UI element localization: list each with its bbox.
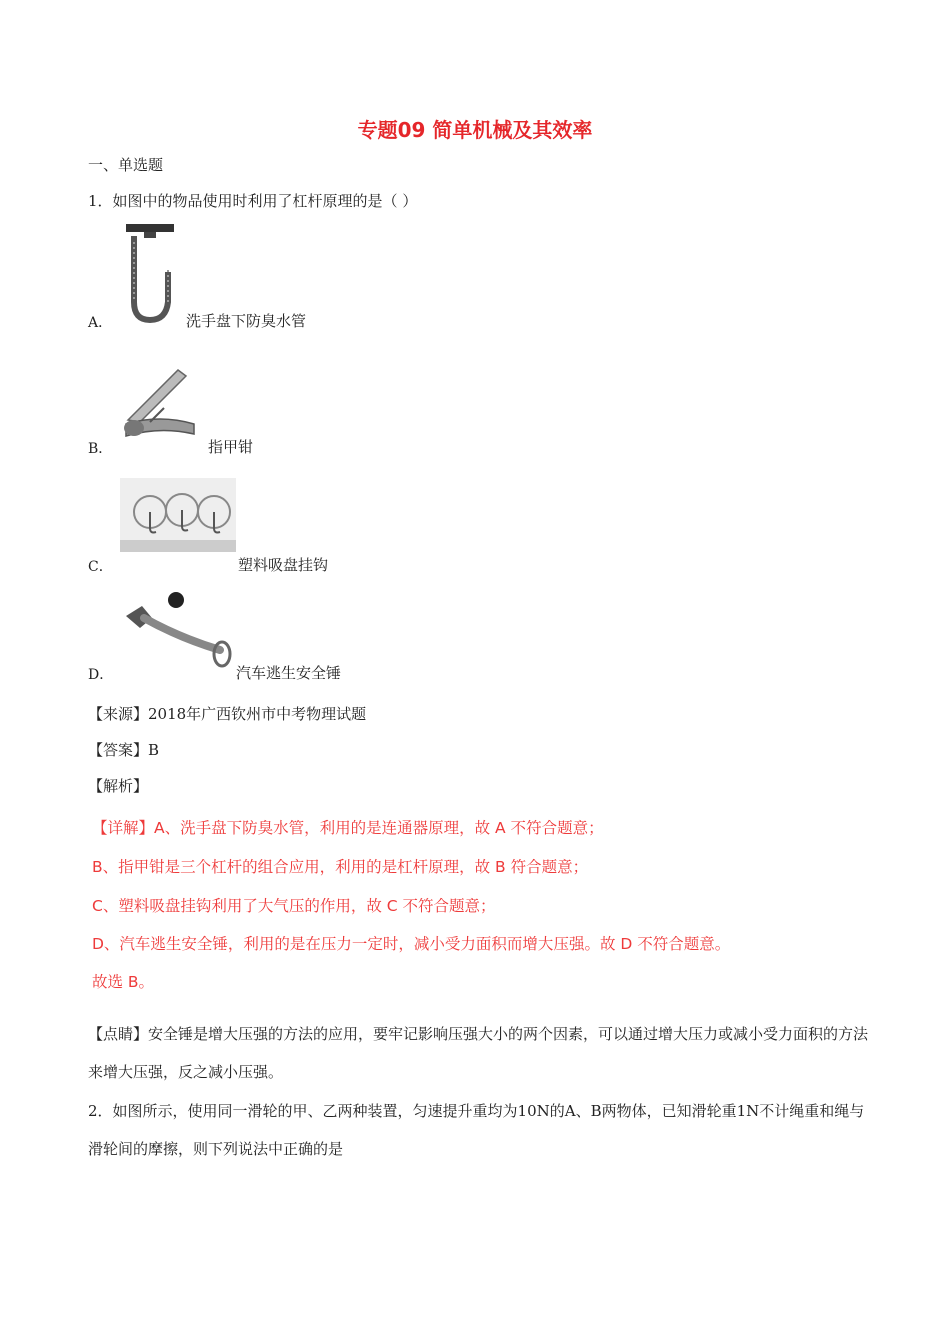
comment-paragraph: 【点睛】安全锤是增大压强的方法的应用，要牢记影响压强大小的两个因素，可以通过增大压力或减小受力面积的方法来增大压强，反之减小压强。 [88,1025,869,1081]
drain-pipe-image [120,222,184,328]
nail-clipper-image [120,362,200,444]
detail-line-3: C、塑料吸盘挂钩利用了大气压的作用，故 C 不符合题意； [92,897,496,915]
option-b-label: 指甲钳 [208,438,254,456]
question-2-stem: 2．如图所示，使用同一滑轮的甲、乙两种装置，匀速提升重均为10N的A、B两物体，已知滑轮重1N不计绳重和绳与滑轮间的摩擦，则下列说法中正确的是 [88,1102,865,1158]
option-d-letter: D． [88,667,114,683]
safety-hammer-image [120,588,236,668]
detail-line-1: 【详解】A、洗手盘下防臭水管，利用的是连通器原理，故 A 不符合题意； [92,819,604,837]
page-title: 专题09 简单机械及其效率 [357,118,593,142]
section-heading: 一、单选题 [88,156,164,174]
option-a-letter: A． [88,315,113,331]
option-c-letter: C． [88,559,113,575]
detail-line-5: 故选 B。 [92,973,155,991]
option-d-label: 汽车逃生安全锤 [236,664,342,682]
source-line: 【来源】2018年广西钦州市中考物理试题 [88,705,367,723]
question-1-stem: 1．如图中的物品使用时利用了杠杆原理的是（ ） [88,192,418,210]
option-b-letter: B． [88,441,113,457]
detail-line-4: D、汽车逃生安全锤，利用的是在压力一定时，减小受力面积而增大压强。故 D 不符合题意。 [92,935,731,953]
option-c-label: 塑料吸盘挂钩 [238,556,329,574]
option-a-label: 洗手盘下防臭水管 [186,312,307,330]
suction-hooks-image [120,478,236,552]
answer-line: 【答案】B [88,741,160,759]
detail-line-2: B、指甲钳是三个杠杆的组合应用，利用的是杠杆原理，故 B 符合题意； [92,858,589,876]
analysis-heading: 【解析】 [88,777,149,795]
